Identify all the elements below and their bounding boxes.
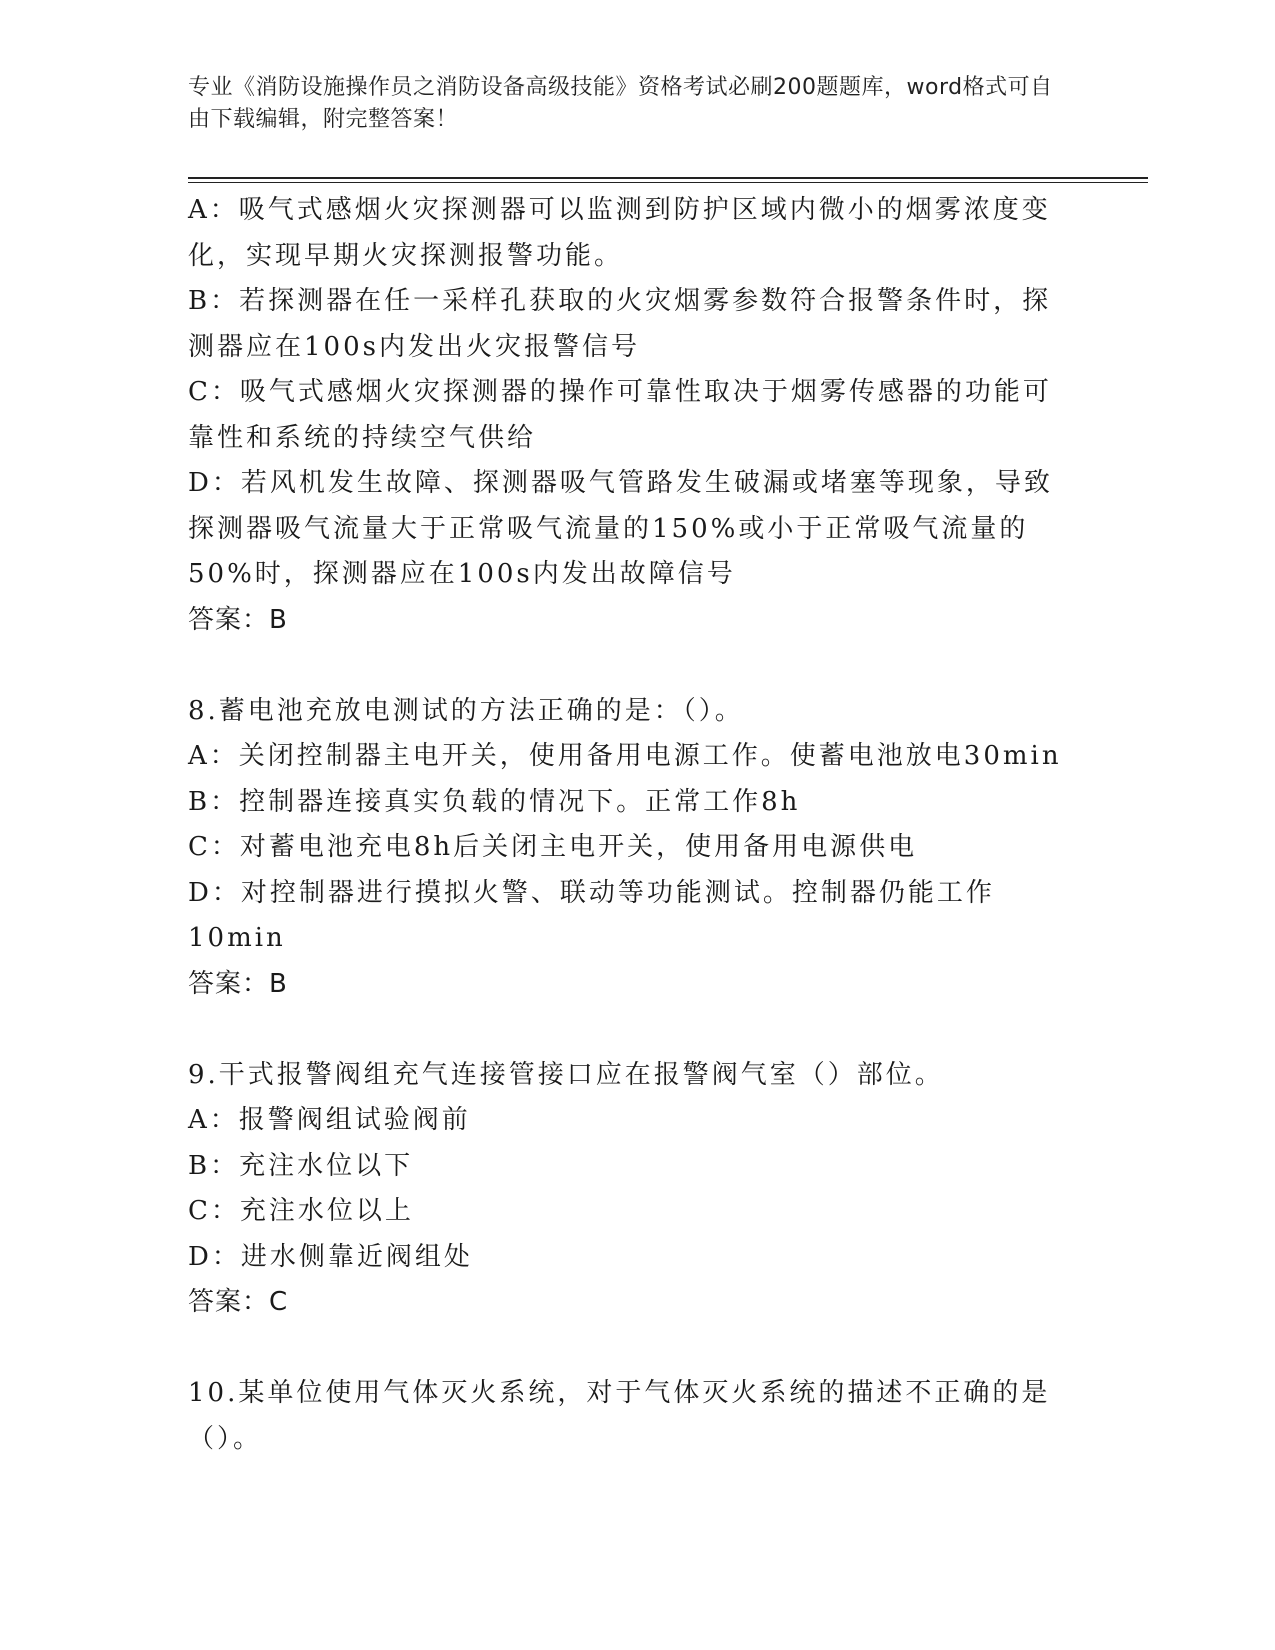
- document-header: 专业《消防设施操作员之消防设备高级技能》资格考试必刷200题题库，word格式可自由下载编辑，附完整答案！: [188, 75, 1053, 132]
- question-8: [188, 689, 1068, 1008]
- question-9: [188, 1053, 1068, 1326]
- q7-option-a: A：吸气式感烟火灾探测器可以监测到防护区域内微小的烟雾浓度变化，实现早期火灾探测报警功能。: [188, 195, 1051, 271]
- spacer: [188, 1007, 1068, 1053]
- q9-question: 9.干式报警阀组充气连接管接口应在报警阀气室（）部位。: [188, 1059, 944, 1090]
- q9-answer: 答案：C: [188, 1287, 289, 1317]
- q7-option-d: D：若风机发生故障、探测器吸气管路发生破漏或堵塞等现象，导致探测器吸气流量大于正常吸气流量的150%或小于正常吸气流量的50%时，探测器应在100s内发出故障信号: [188, 468, 1053, 589]
- q7-option-b: B：若探测器在任一采样孔获取的火灾烟雾参数符合报警条件时，探测器应在100s内发出火灾报警信号: [188, 286, 1052, 362]
- q8-option-a: A：关闭控制器主电开关，使用备用电源工作。使蓄电池放电30min: [188, 741, 1062, 771]
- spacer: [188, 1326, 1068, 1372]
- q8-option-d: D：对控制器进行摸拟火警、联动等功能测试。控制器仍能工作10min: [188, 877, 995, 953]
- q8-option-b: B：控制器连接真实负载的情况下。正常工作8h: [188, 786, 801, 817]
- q10-question: 10.某单位使用气体灭火系统，对于气体灭火系统的描述不正确的是（）。: [188, 1378, 1051, 1454]
- q7-option-c: C：吸气式感烟火灾探测器的操作可靠性取决于烟雾传感器的功能可靠性和系统的持续空气供给: [188, 377, 1052, 453]
- spacer: [188, 643, 1068, 689]
- q8-option-c: C：对蓄电池充电8h后关闭主电开关，使用备用电源供电: [188, 832, 918, 862]
- q8-question: 8.蓄电池充放电测试的方法正确的是：（）。: [188, 695, 744, 726]
- q8-answer: 答案：B: [188, 968, 288, 999]
- question-7: [188, 188, 1068, 643]
- q7-answer: 答案：B: [188, 604, 288, 635]
- q9-option-a: A：报警阀组试验阀前: [188, 1105, 471, 1135]
- q9-option-b: B：充注水位以下: [188, 1150, 414, 1181]
- q9-option-c: C：充注水位以上: [188, 1196, 414, 1226]
- q9-option-d: D：进水侧靠近阀组处: [188, 1241, 473, 1272]
- question-10: [188, 1371, 1068, 1462]
- header-divider-thin: [188, 182, 1148, 183]
- question-content: [188, 188, 1068, 1462]
- header-divider-thick: [188, 177, 1148, 179]
